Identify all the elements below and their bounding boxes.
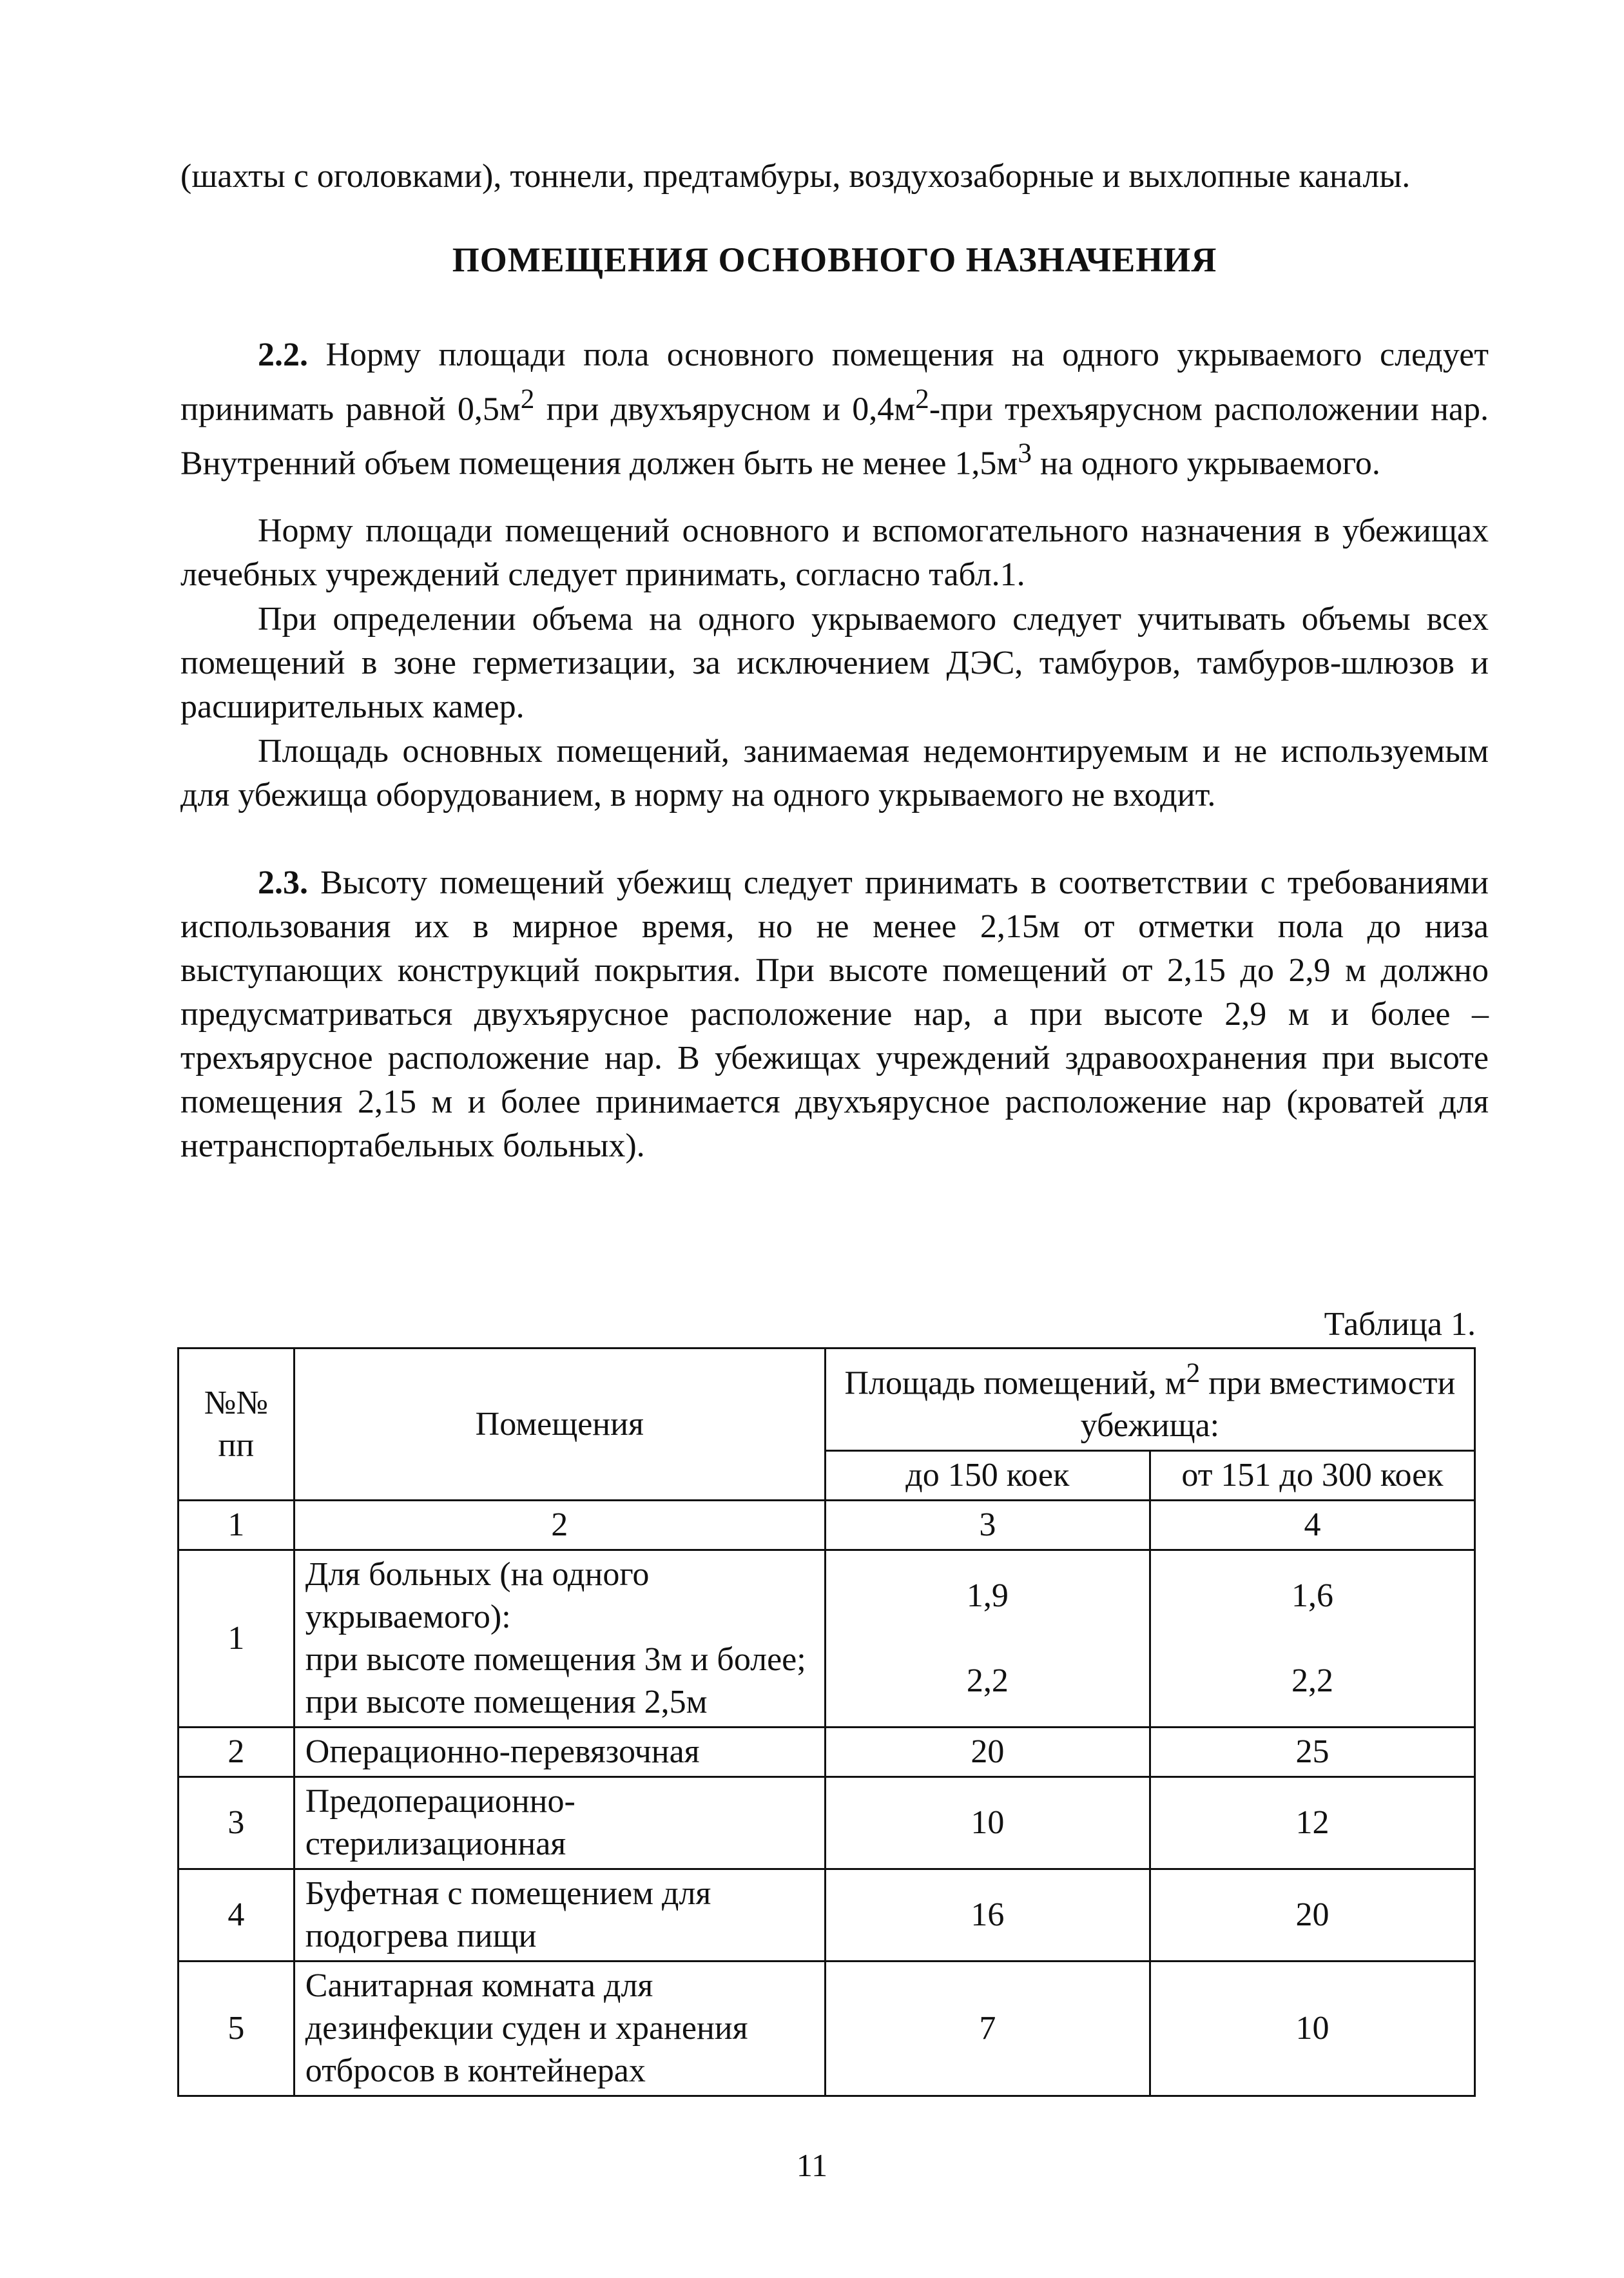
section-title: ПОМЕЩЕНИЯ ОСНОВНОГО НАЗНАЧЕНИЯ	[452, 240, 1217, 279]
row-value-300: 20	[1150, 1869, 1474, 1962]
superscript: 3	[1018, 438, 1032, 469]
paragraph-2-2	[180, 333, 1489, 486]
header-number-line2: пп	[218, 1426, 255, 1464]
value: 1,9	[966, 1577, 1009, 1615]
room-name-line: при высоте помещения 2,5м	[305, 1684, 708, 1721]
header-area-text: Площадь помещений, м	[844, 1365, 1186, 1402]
row-value-150: 10	[825, 1777, 1150, 1869]
row-number: 1	[179, 1550, 295, 1728]
row-room-name: Санитарная комната для дезинфекции суден и хранения отбросов в контейнерах	[294, 1962, 825, 2096]
page-number: 11	[796, 2147, 828, 2183]
paragraph-text: Высоту помещений убежищ следует принимать в соответствии с требованиями использования их в мирное время, но не менее 2,15м от отметки пола до низа выступающих конструкций покрытия. При высоте помещений от 2,15 до 2,9 м должно предусматриваться двухъярусное расположение нар, а при высоте 2,9 м и более – трехъярусное расположение нар. В убежищах учреждений здравоохранения при высоте помещения 2,15 м и более принимается двухъярусное расположение нар (кроватей для нетранспортабельных больных).	[180, 864, 1489, 1164]
table-row	[179, 1962, 1475, 2096]
room-name-line: Для больных (на одного укрываемого):	[305, 1556, 650, 1636]
rooms-area-table	[177, 1347, 1476, 2097]
table-row	[179, 1728, 1475, 1777]
row-number: 5	[179, 1962, 295, 2096]
column-number: 2	[294, 1501, 825, 1550]
row-number: 4	[179, 1869, 295, 1962]
room-name-line: при высоте помещения 3м и более;	[305, 1641, 806, 1679]
row-value-150	[825, 1550, 1150, 1728]
paragraph-text: Норму площади пола основного помещения на одного укрываемого следует принимать равной 0,5м	[180, 336, 1489, 428]
column-number: 1	[179, 1501, 295, 1550]
table-row	[179, 1777, 1475, 1869]
paragraph-2-2-b: Норму площади помещений основного и вспомогательного назначения в убежищах лечебных учреждений следует принимать, согласно табл.1.	[180, 512, 1489, 593]
row-value-300: 12	[1150, 1777, 1474, 1869]
row-value-300	[1150, 1550, 1474, 1728]
column-number-row	[179, 1501, 1475, 1550]
header-number-line1: №№	[204, 1384, 268, 1421]
header-up-to-150: до 150 коек	[825, 1451, 1150, 1501]
paragraph-number: 2.3.	[258, 864, 308, 901]
intro-paragraph: (шахты с оголовками), тоннели, предтамбуры, воздухозаборные и выхлопные каналы.	[180, 158, 1411, 195]
column-number: 4	[1150, 1501, 1474, 1550]
superscript: 2	[1186, 1358, 1201, 1388]
paragraph-2-3	[180, 861, 1489, 1168]
header-area-text: при вместимости убежища:	[1080, 1365, 1456, 1445]
row-number: 3	[179, 1777, 295, 1869]
table-row	[179, 1550, 1475, 1728]
paragraph-text: на одного укрываемого.	[1032, 445, 1380, 482]
row-number: 2	[179, 1728, 295, 1777]
value: 2,2	[1291, 1662, 1333, 1700]
row-room-name: Операционно-перевязочная	[294, 1728, 825, 1777]
superscript: 2	[520, 384, 535, 414]
row-value-150: 7	[825, 1962, 1150, 2096]
paragraph-text: при двухъярусном и 0,4м	[534, 391, 916, 428]
paragraph-2-2-c: При определении объема на одного укрываемого следует учитывать объемы всех помещений в зоне герметизации, за исключением ДЭС, тамбуров, тамбуров-шлюзов и расширительных камер.	[180, 601, 1489, 725]
value: 1,6	[1291, 1577, 1333, 1615]
row-value-300: 25	[1150, 1728, 1474, 1777]
header-number	[179, 1348, 295, 1501]
superscript: 2	[915, 384, 929, 414]
column-number: 3	[825, 1501, 1150, 1550]
header-rooms: Помещения	[294, 1348, 825, 1501]
row-room-name	[294, 1550, 825, 1728]
table-caption: Таблица 1.	[1324, 1306, 1476, 1343]
row-value-150: 20	[825, 1728, 1150, 1777]
table-header-row	[179, 1348, 1475, 1451]
row-value-300: 10	[1150, 1962, 1474, 2096]
header-area	[825, 1348, 1474, 1451]
paragraph-2-2-d: Площадь основных помещений, занимаемая недемонтируемым и не используемым для убежища оборудованием, в норму на одного укрываемого не входит.	[180, 733, 1489, 813]
row-room-name: Буфетная с помещением для подогрева пищи	[294, 1869, 825, 1962]
paragraph-text: -при трехъярусном расположении нар. Внутренний объем помещения должен быть не менее 1,5м	[180, 391, 1489, 482]
row-room-name: Предоперационно-стерилизационная	[294, 1777, 825, 1869]
table-row	[179, 1869, 1475, 1962]
paragraph-number: 2.2.	[258, 336, 308, 373]
header-151-300: от 151 до 300 коек	[1150, 1451, 1474, 1501]
row-value-150: 16	[825, 1869, 1150, 1962]
value: 2,2	[966, 1662, 1009, 1700]
